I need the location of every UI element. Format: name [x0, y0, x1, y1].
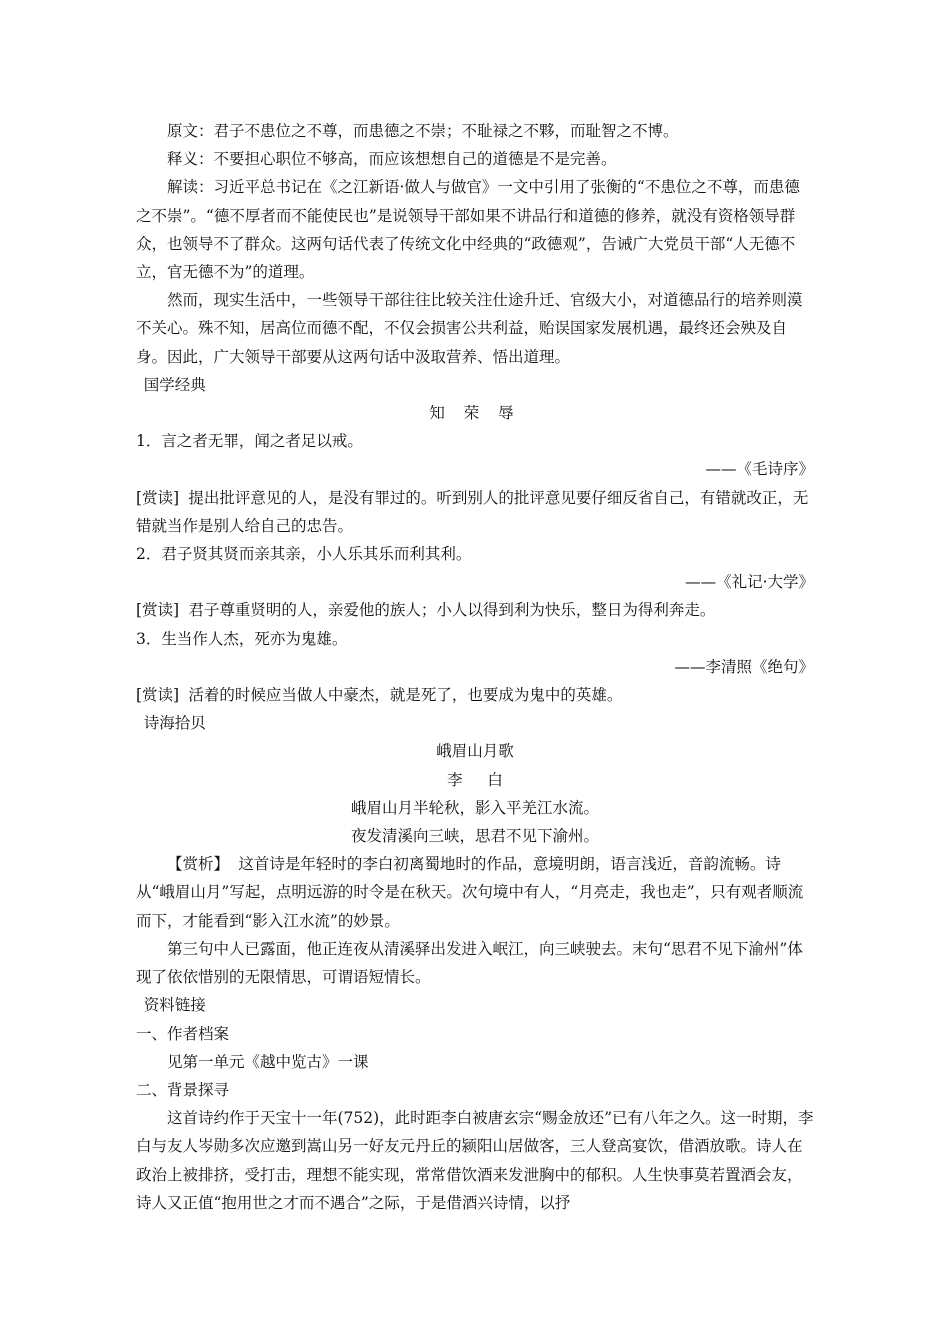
shiyi-paragraph: 释义：不要担心职位不够高，而应该想想自己的道德是不是完善。 [167, 150, 617, 169]
analysis-tag: 【赏析】 [167, 855, 230, 874]
reading-text: 提出批评意见的人，是没有罪过的。听到别人的批评意见要仔细反省自己，有错就改正，无错就当作是别人给自己的忠告。 [136, 488, 809, 535]
commentary-paragraph: 然而，现实生活中，一些领导干部往往比较关注仕途升迁、官级大小，对道德品行的培养则漠不关心。殊不知，居高位而德不配，不仅会损害公共利益，贻误国家发展机遇，最终还会殃及自身。因此，广大领导干部要从这两句话中汲取营养、悟出道理。 [136, 291, 803, 366]
background-text: 这首诗约作于天宝十一年(752)，此时距李白被唐玄宗“赐金放还”已有八年之久。这一时期，李白与友人岑勋多次应邀到嵩山另一好友元丹丘的颍阳山居做客，三人登高宴饮，借酒放歌。诗人在政治上被排挤，受打击，理想不能实现，常常借饮酒来发泄胸中的郁积。人生快事莫若置酒会友，诗人又正值“抱用世之才而不遇合”之际，于是借酒兴诗情，以抒 [136, 1109, 814, 1212]
reading-paragraph [136, 484, 814, 540]
quote-source: ——李清照《绝句》 [674, 657, 814, 676]
reading-paragraph [136, 596, 814, 624]
reading-tag: [赏读] [136, 686, 180, 705]
quote-item: 1．言之者无罪，闻之者足以戒。 [136, 432, 363, 451]
quote-item: 2．君子贤其贤而亲其亲，小人乐其乐而利其利。 [136, 545, 472, 564]
analysis-text: 这首诗是年轻时的李白初离蜀地时的作品，意境明朗，语言浅近，音韵流畅。诗从“峨眉山月”写起，点明远游的时令是在秋天。次句境中有人，“月亮走，我也走”，只有观者顺流而下，才能看到“影入江水流”的妙景。 [136, 855, 804, 930]
reading-paragraph [136, 681, 814, 709]
analysis-paragraph-2: 第三句中人已露面，他正连夜从清溪驿出发进入岷江，向三峡驶去。末句“思君不见下渝州”体现了依依惜别的无限情思，可谓语短情长。 [136, 939, 803, 987]
quote-source: ——《毛诗序》 [705, 460, 814, 479]
poem-line: 峨眉山月半轮秋，影入平羌江水流。 [350, 798, 599, 817]
quote-source: ——《礼记·大学》 [685, 573, 814, 592]
quote-item: 3．生当作人杰，死亦为鬼雄。 [136, 629, 348, 648]
reading-tag: [赏读] [136, 601, 180, 620]
guoxue-heading: 国学经典 [143, 375, 206, 394]
shihai-heading: 诗海拾贝 [143, 714, 206, 733]
reading-text: 君子尊重贤明的人，亲爱他的族人；小人以得到利为快乐，整日为得利奔走。 [188, 601, 716, 620]
reading-text: 活着的时候应当做人中豪杰，就是死了，也要成为鬼中的英雄。 [188, 686, 623, 705]
reading-tag: [赏读] [136, 488, 180, 507]
ziliao-heading: 资料链接 [143, 996, 206, 1015]
background-subheading: 二、背景探寻 [136, 1080, 230, 1099]
author-profile-subheading: 一、作者档案 [136, 1024, 230, 1043]
jiedu-paragraph: 解读：习近平总书记在《之江新语·做人与做官》一文中引用了张衡的“不患位之不尊，而患德之不崇”。“德不厚者而不能使民也”是说领导干部如果不讲品行和道德的修养，就没有资格领导群众，也领导不了群众。这两句话代表了传统文化中经典的“政德观”，告诫广大党员干部“人无德不立，官无德不为”的道理。 [136, 178, 800, 282]
poem-line: 夜发清溪向三峡，思君不见下渝州。 [350, 827, 599, 846]
yuanwen-paragraph: 原文：君子不患位之不尊，而患德之不崇；不耻禄之不夥，而耻智之不博。 [167, 122, 679, 140]
poem-author: 李白 [447, 770, 528, 789]
author-profile-text: 见第一单元《越中览古》一课 [167, 1052, 369, 1071]
analysis-paragraph [136, 850, 814, 935]
poem-title: 峨眉山月歌 [436, 742, 514, 761]
guoxue-title: 知 荣 辱 [429, 404, 521, 423]
